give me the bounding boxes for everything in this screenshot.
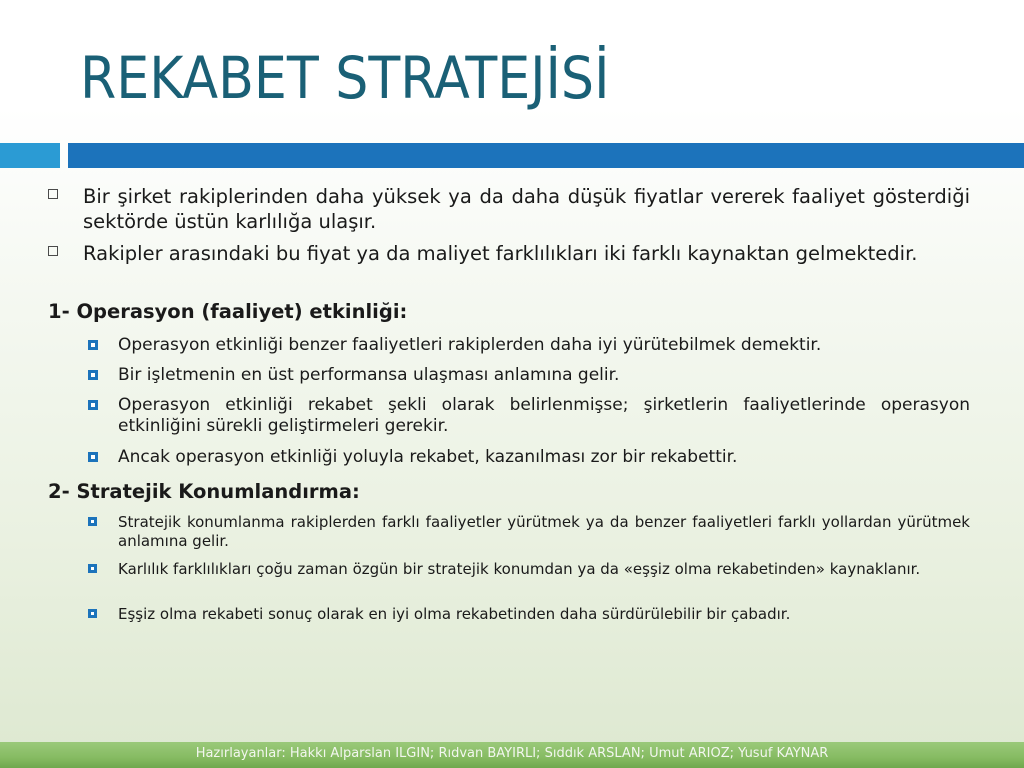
list-item [88, 605, 970, 624]
square-bullet-icon [88, 564, 97, 573]
bullet-text: Bir işletmenin en üst performansa ulaşması anlamına gelir. [118, 365, 620, 385]
accent-bar-left [0, 143, 60, 168]
square-bullet-icon [88, 400, 98, 410]
list-item [48, 241, 970, 266]
square-bullet-icon [88, 517, 97, 526]
bullet-text: Operasyon etkinliği benzer faaliyetleri rakiplerden daha iyi yürütebilmek demektir. [118, 335, 822, 355]
square-bullet-icon [88, 370, 98, 380]
bullet-text: Rakipler arasındaki bu fiyat ya da maliyet farklılıkları iki farklı kaynaktan gelmektedir. [83, 242, 918, 265]
bullet-text: Operasyon etkinliği rekabet şekli olarak belirlenmişse; şirketlerin faaliyetlerinde operasyon etkinliğini sürekli geliştirmeleri gerekir. [118, 395, 970, 436]
list-item [88, 335, 970, 356]
square-bullet-icon [88, 340, 98, 350]
bullet-text: Ancak operasyon etkinliği yoluyla rekabet, kazanılması zor bir rekabettir. [118, 447, 738, 467]
list-item [88, 365, 970, 386]
bullet-text: Eşşiz olma rekabeti sonuç olarak en iyi olma rekabetinden daha sürdürülebilir bir çabadır. [118, 605, 791, 623]
square-bullet-icon [88, 609, 97, 618]
list-item [88, 395, 970, 437]
slide-title: REKABET STRATEJİSİ [80, 44, 610, 112]
bullet-text: Stratejik konumlanma rakiplerden farklı faaliyetler yürütmek ya da benzer faaliyetleri farklı yollardan yürütmek anlamına gelir. [118, 513, 970, 550]
section-heading-operasyon: 1- Operasyon (faaliyet) etkinliği: [48, 300, 408, 323]
accent-bar-right [68, 143, 1024, 168]
hollow-square-bullet-icon [48, 246, 58, 256]
list-item [88, 560, 970, 579]
list-item [48, 184, 970, 234]
bullet-text: Karlılık farklılıkları çoğu zaman özgün bir stratejik konumdan ya da «eşşiz olma rekabetinden» kaynaklanır. [118, 560, 921, 578]
bullet-text: Bir şirket rakiplerinden daha yüksek ya da daha düşük fiyatlar vererek faaliyet gösterdiği sektörde üstün karlılığa ulaşır. [83, 185, 970, 233]
footer-credits: Hazırlayanlar: Hakkı Alparslan ILGIN; Rıdvan BAYIRLI; Sıddık ARSLAN; Umut ARIOZ; Yusuf KAYNAR [195, 746, 829, 761]
section-heading-konumlandirma: 2- Stratejik Konumlandırma: [48, 480, 360, 503]
list-item [88, 513, 970, 551]
hollow-square-bullet-icon [48, 189, 58, 199]
list-item [88, 447, 970, 468]
square-bullet-icon [88, 452, 98, 462]
